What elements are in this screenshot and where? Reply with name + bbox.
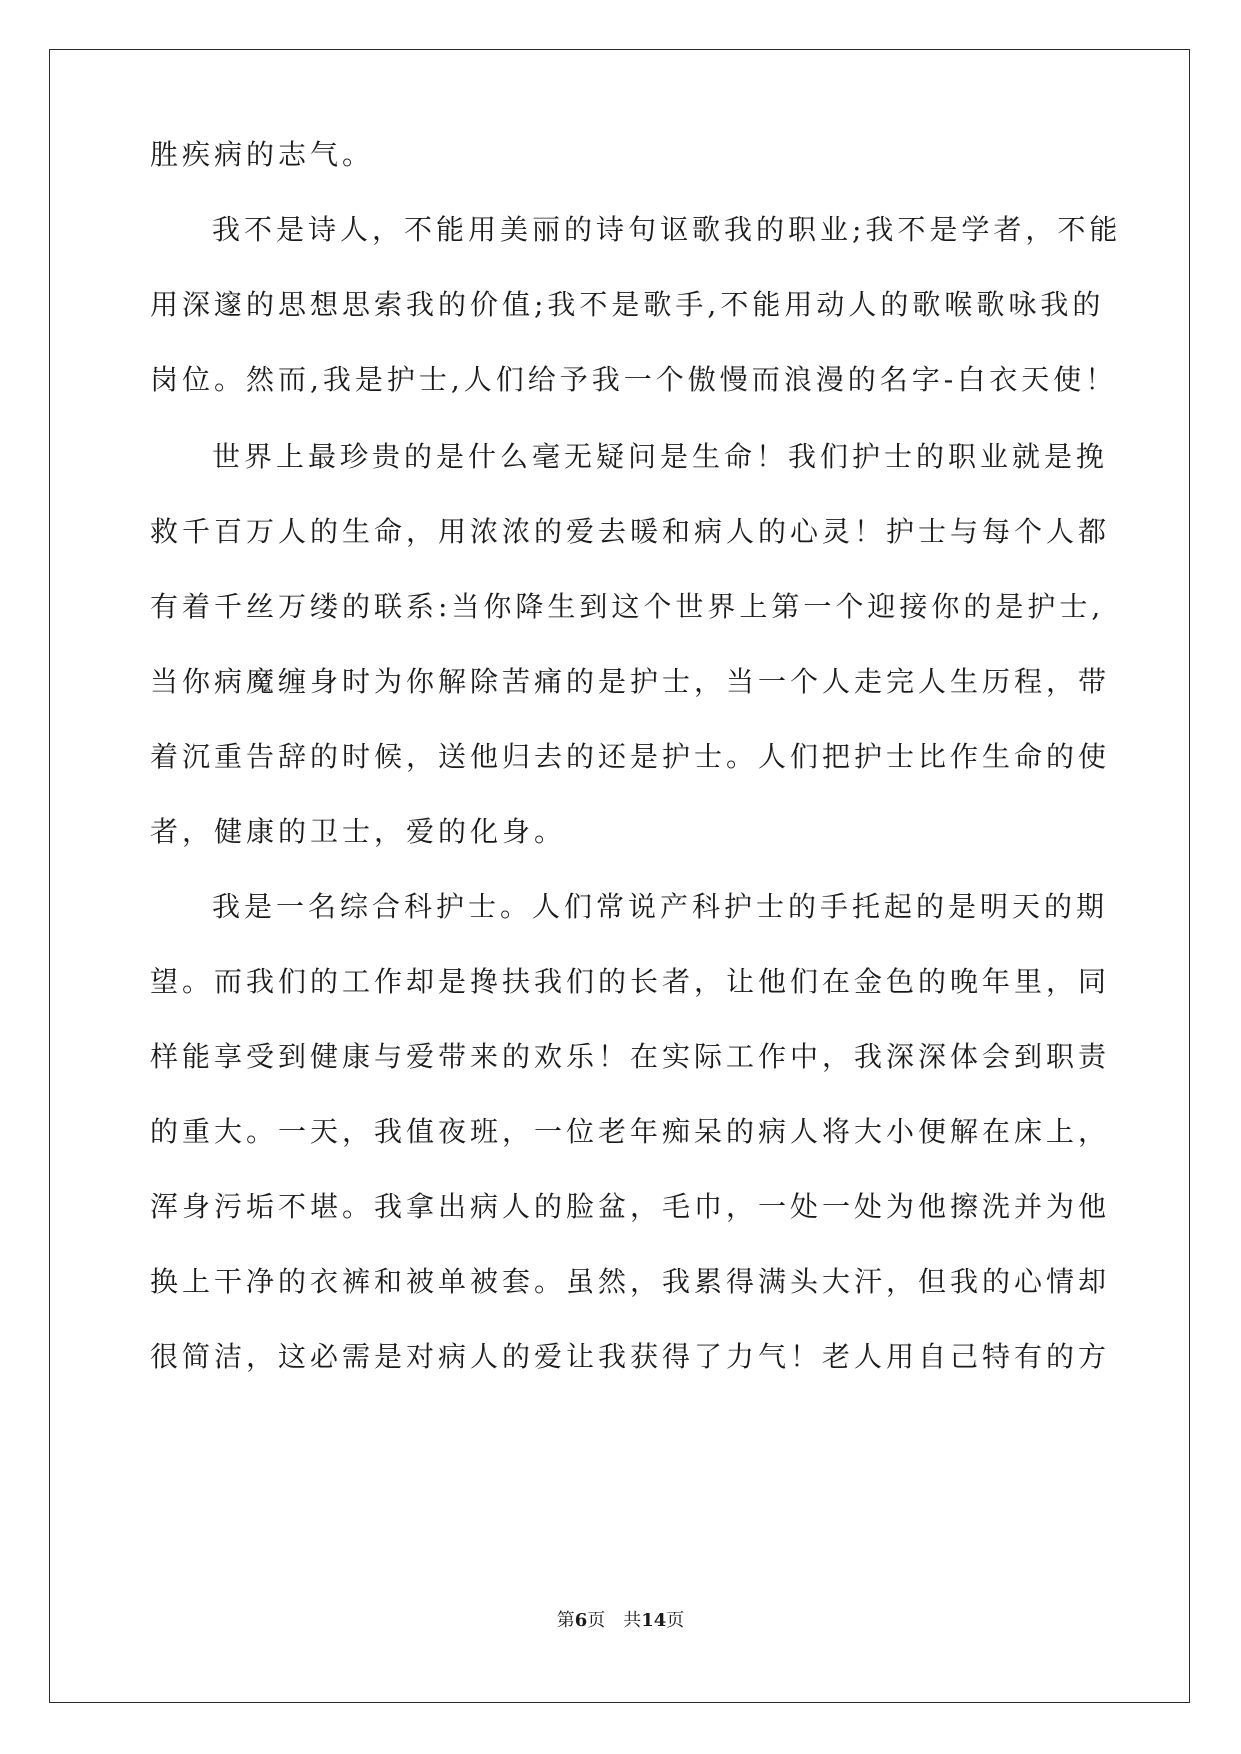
text-line: 岗位。然而,我是护士,人们给予我一个傲慢而浪漫的名字-白衣天使！	[150, 363, 1118, 396]
text-line: 有着千丝万缕的联系:当你降生到这个世界上第一个迎接你的是护士,	[150, 590, 1105, 623]
text-line: 救千百万人的生命，用浓浓的爱去暖和病人的心灵！护士与每个人都	[150, 515, 1111, 548]
page-total: 14	[641, 1610, 667, 1631]
text-line: 者，健康的卫士，爱的化身。	[150, 815, 567, 848]
text-line: 胜疾病的志气。	[150, 138, 375, 171]
text-line: 用深邃的思想思索我的价值;我不是歌手,不能用动人的歌喉歌咏我的	[150, 288, 1105, 321]
text-line: 我不是诗人，不能用美丽的诗句讴歌我的职业;我不是学者，不能	[212, 213, 1122, 246]
text-line: 样能享受到健康与爱带来的欢乐！在实际工作中，我深深体会到职责	[150, 1040, 1111, 1073]
text-line: 的重大。一天，我值夜班，一位老年痴呆的病人将大小便解在床上，	[150, 1115, 1111, 1148]
text-line: 当你病魔缠身时为你解除苦痛的是护士，当一个人走完人生历程，带	[150, 665, 1111, 698]
text-line: 我是一名综合科护士。人们常说产科护士的手托起的是明天的期	[212, 890, 1109, 923]
text-line: 世界上最珍贵的是什么毫无疑问是生命！我们护士的职业就是挽	[212, 440, 1109, 473]
page-footer	[0, 1609, 1241, 1633]
footer-prefix: 第	[556, 1610, 575, 1631]
footer-mid: 页 共	[587, 1610, 642, 1631]
page-number: 6	[574, 1610, 588, 1631]
text-line: 很简洁，这必需是对病人的爱让我获得了力气！老人用自己特有的方	[150, 1340, 1111, 1373]
text-line: 望。而我们的工作却是搀扶我们的长者，让他们在金色的晚年里，同	[150, 965, 1111, 998]
footer-suffix: 页	[666, 1610, 685, 1631]
text-line: 浑身污垢不堪。我拿出病人的脸盆，毛巾，一处一处为他擦洗并为他	[150, 1190, 1111, 1223]
text-line: 着沉重告辞的时候，送他归去的还是护士。人们把护士比作生命的使	[150, 740, 1111, 773]
text-line: 换上干净的衣裤和被单被套。虽然，我累得满头大汗，但我的心情却	[150, 1265, 1111, 1298]
